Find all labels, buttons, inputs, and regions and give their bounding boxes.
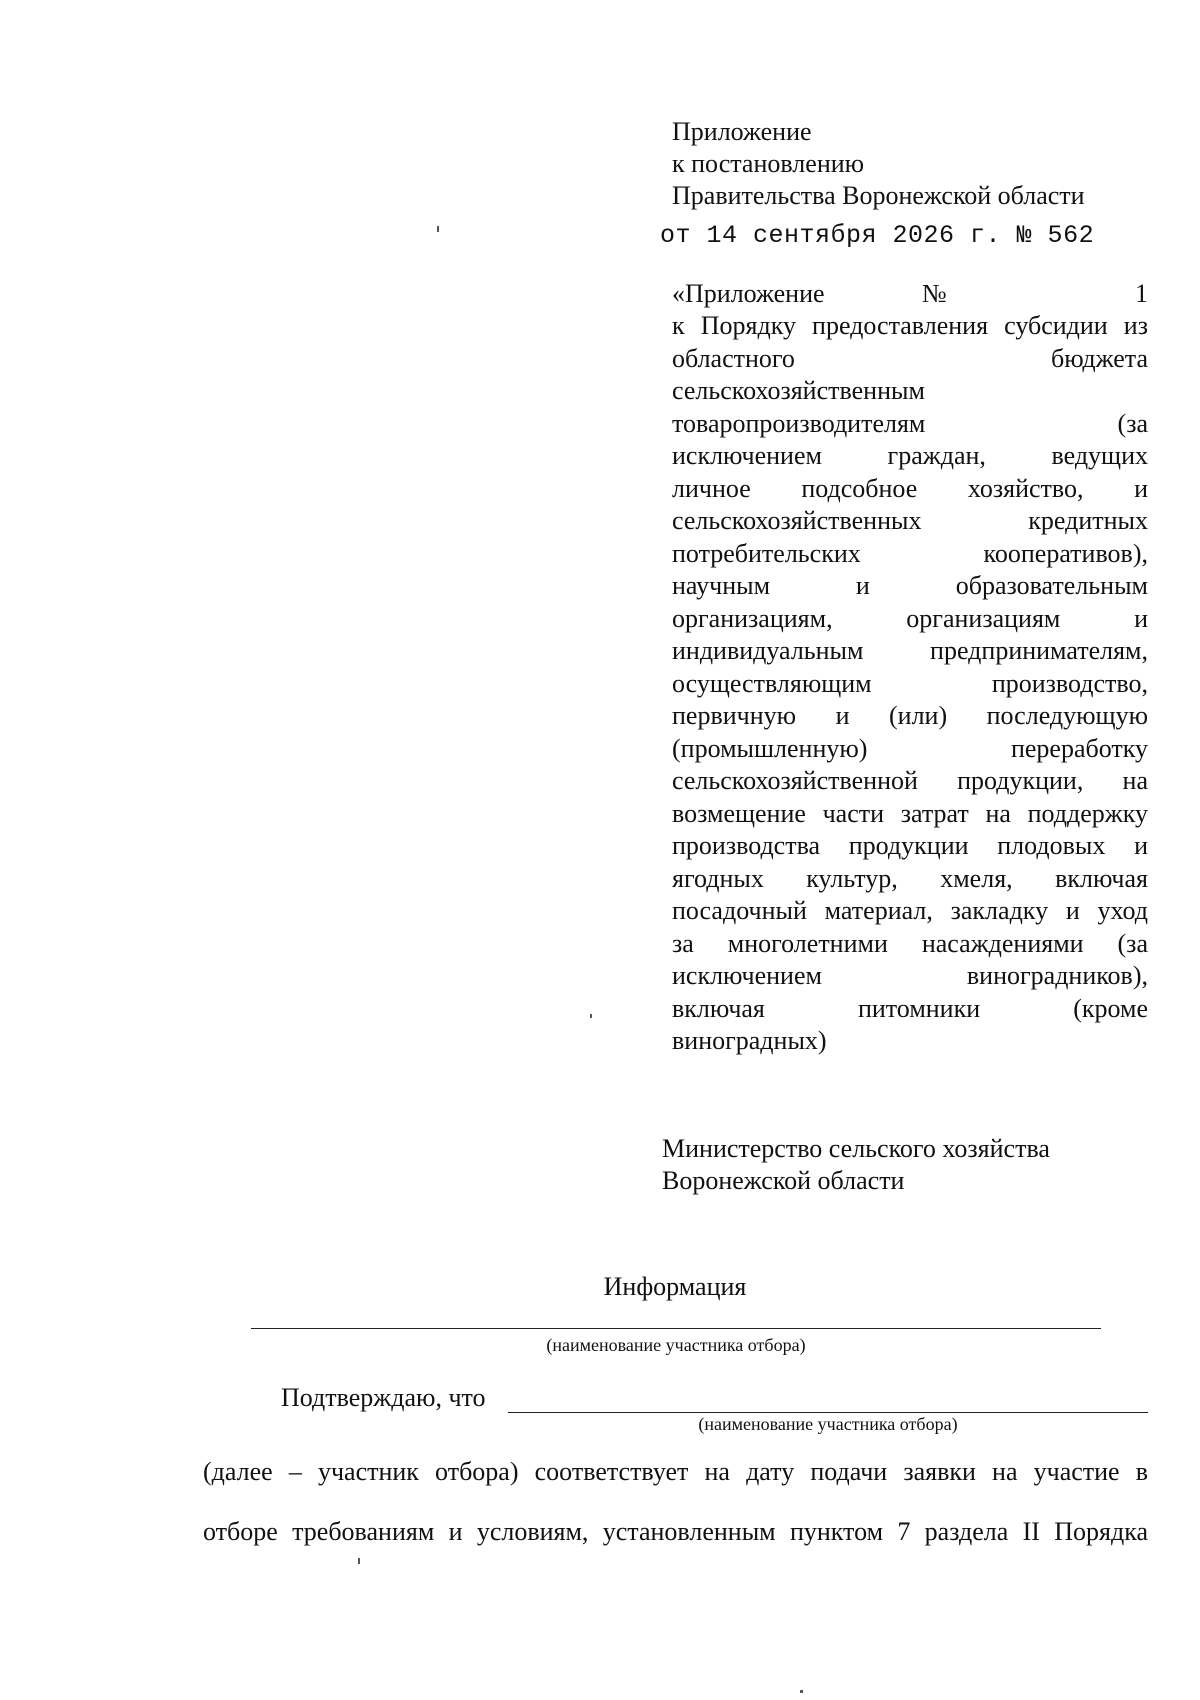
- header-line-annex: Приложение: [672, 117, 812, 146]
- annex-line: ягодных культур, хмеля, включая: [672, 864, 1148, 893]
- annex-line: осуществляющим производство,: [672, 669, 1148, 698]
- scan-speck: [800, 1690, 803, 1693]
- header-line-government: Правительства Воронежской области: [672, 181, 1085, 210]
- participant-name-input-line[interactable]: [508, 1412, 1148, 1413]
- annex-line: индивидуальным предпринимателям,: [672, 636, 1148, 665]
- annex-line: товаропроизводителям (за: [672, 409, 1148, 438]
- annex-line: сельскохозяйственным: [672, 376, 925, 405]
- annex-line: научным и образовательным: [672, 571, 1148, 600]
- annex-line: областного бюджета: [672, 344, 1148, 373]
- annex-line: исключением граждан, ведущих: [672, 441, 1148, 470]
- annex-line: первичную и (или) последующую: [672, 701, 1148, 730]
- annex-line: включая питомники (кроме: [672, 994, 1148, 1023]
- annex-line: организациям, организациям и: [672, 604, 1148, 633]
- participant-name-caption-1: (наименование участника отбора): [546, 1335, 806, 1355]
- annex-line: возмещение части затрат на поддержку: [672, 799, 1148, 828]
- scan-speck: [590, 1014, 592, 1018]
- document-title: Информация: [603, 1272, 747, 1301]
- annex-line: исключением виноградников),: [672, 961, 1148, 990]
- annex-line: сельскохозяйственных кредитных: [672, 506, 1148, 535]
- annex-line: производства продукции плодовых и: [672, 831, 1148, 860]
- annex-line: личное подсобное хозяйство, и: [672, 474, 1148, 503]
- annex-line: (промышленную) переработку: [672, 734, 1148, 763]
- paragraph-line-1: (далее – участник отбора) соответствует на дату подачи заявки на участие в: [203, 1457, 1148, 1486]
- annex-line: за многолетними насаждениями (за: [672, 929, 1148, 958]
- addressee-line-region: Воронежской области: [662, 1166, 905, 1195]
- header-line-date-number: от 14 сентября 2026 г. № 562: [660, 221, 1095, 250]
- participant-name-line[interactable]: [251, 1328, 1101, 1329]
- addressee-line-ministry: Министерство сельского хозяйства: [662, 1134, 1050, 1163]
- annex-line: посадочный материал, закладку и уход: [672, 896, 1148, 925]
- annex-line: сельскохозяйственной продукции, на: [672, 766, 1148, 795]
- annex-line: «Приложение № 1: [672, 279, 1148, 308]
- paragraph-line-2: отборе требованиям и условиям, установленным пунктом 7 раздела II Порядка: [203, 1517, 1148, 1546]
- annex-line: к Порядку предоставления субсидии из: [672, 311, 1148, 340]
- scan-speck: [358, 1558, 360, 1564]
- annex-line: потребительских кооперативов),: [672, 539, 1148, 568]
- scan-speck: [437, 226, 439, 232]
- confirm-label: Подтверждаю, что: [281, 1383, 486, 1412]
- header-line-resolution: к постановлению: [672, 149, 865, 178]
- participant-name-caption-2: (наименование участника отбора): [698, 1414, 958, 1434]
- annex-line: виноградных): [672, 1026, 827, 1055]
